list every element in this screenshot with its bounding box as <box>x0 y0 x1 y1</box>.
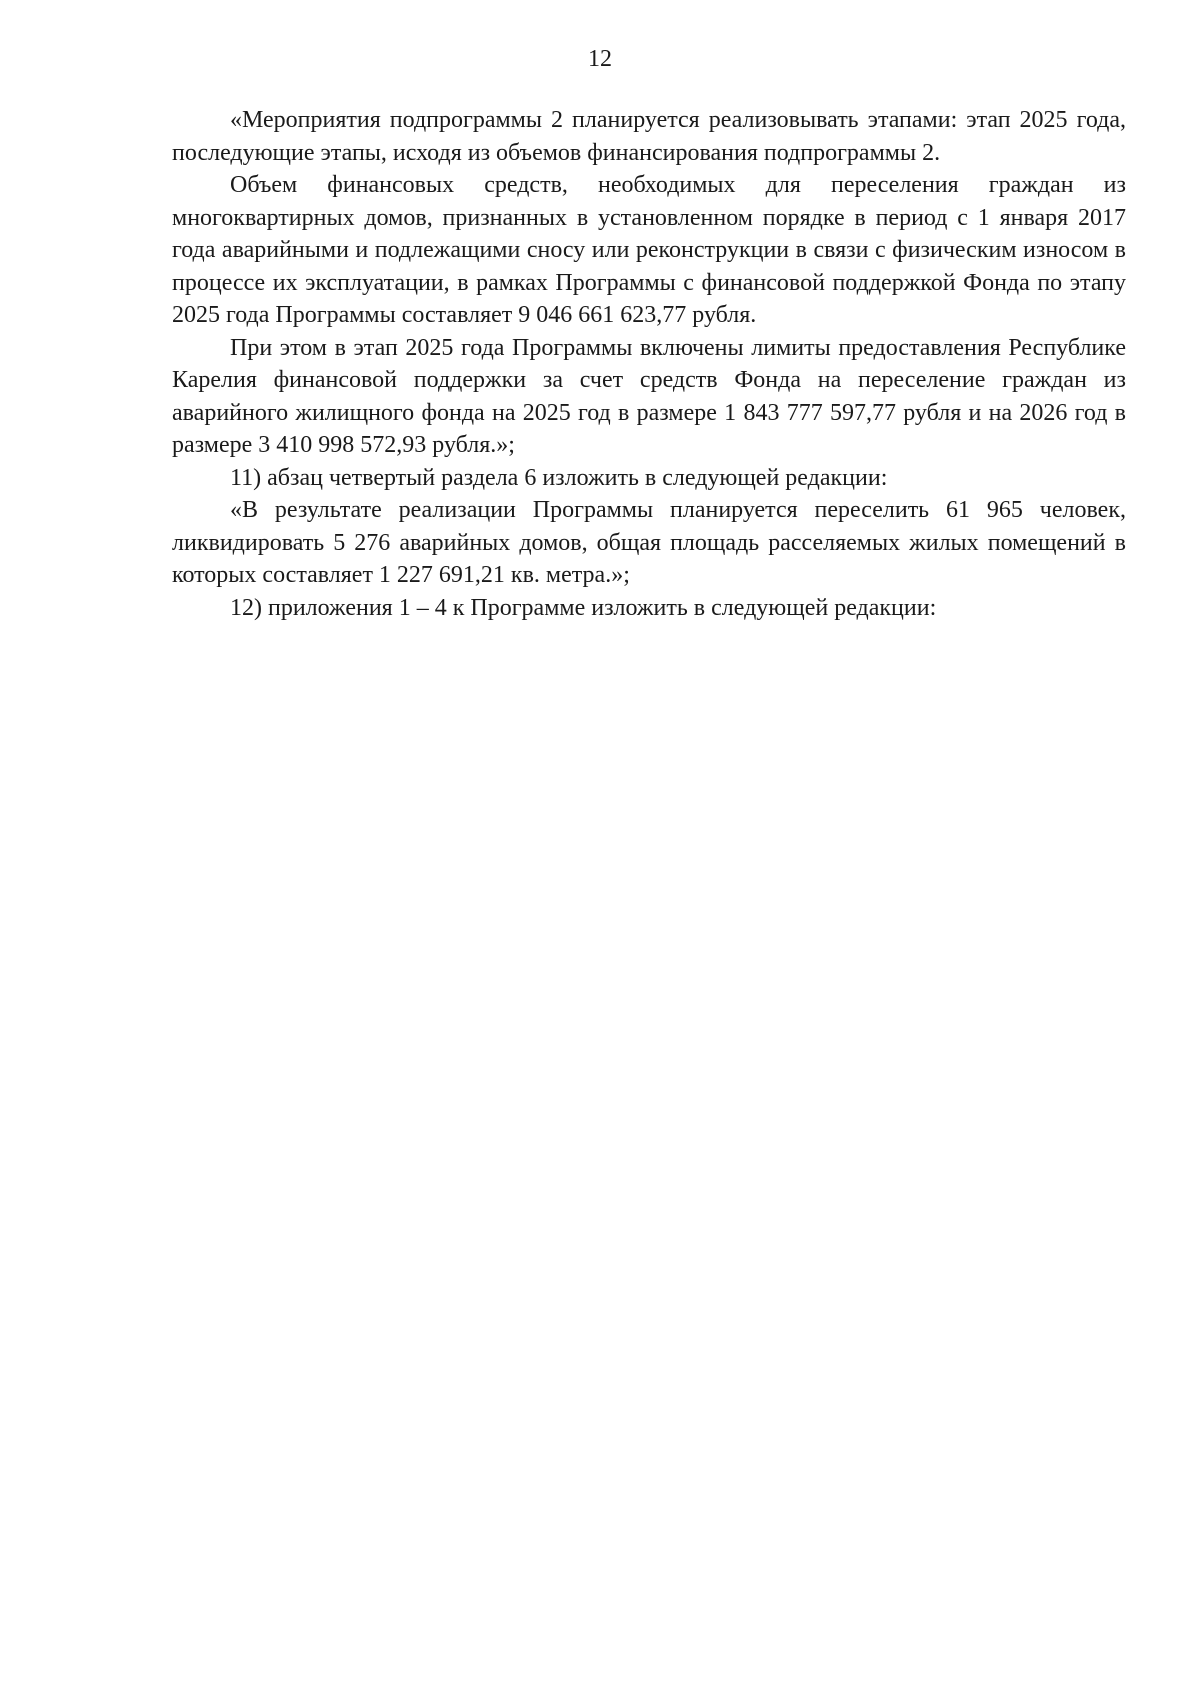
paragraph-program-results: «В результате реализации Программы планируется переселить 61 965 человек, ликвидировать 5 276 аварийных домов, общая площадь расселяемых жилых помещений в которых составляет 1 227 691,21 кв. метра.»; <box>172 497 1126 588</box>
paragraph-amendment-12: 12) приложения 1 – 4 к Программе изложить в следующей редакции: <box>230 594 937 621</box>
paragraph-subprogram-stages: «Мероприятия подпрограммы 2 планируется реализовывать этапами: этап 2025 года, последующие этапы, исходя из объемов финансирования подпрограммы 2. <box>172 107 1126 166</box>
paragraph-amendment-11: 11) абзац четвертый раздела 6 изложить в следующей редакции: <box>230 464 888 491</box>
page-number: 12 <box>588 46 612 72</box>
paragraph-funding-limits: При этом в этап 2025 года Программы включены лимиты предоставления Республике Карелия финансовой поддержки за счет средств Фонда на переселение граждан из аварийного жилищного фонда на 2025 год в размере 1 843 777 597,77 рубля и на 2026 год в размере 3 410 998 572,93 рубля.»; <box>172 334 1126 458</box>
paragraph-financing-volume: Объем финансовых средств, необходимых для переселения граждан из многоквартирных домов, признанных в установленном порядке в период с 1 января 2017 года аварийными и подлежащими сносу или реконструкции в связи с физическим износом в процессе их эксплуатации, в рамках Программы с финансовой поддержкой Фонда по этапу 2025 года Программы составляет 9 046 661 623,77 рубля. <box>172 172 1126 328</box>
document-body <box>172 104 1126 624</box>
